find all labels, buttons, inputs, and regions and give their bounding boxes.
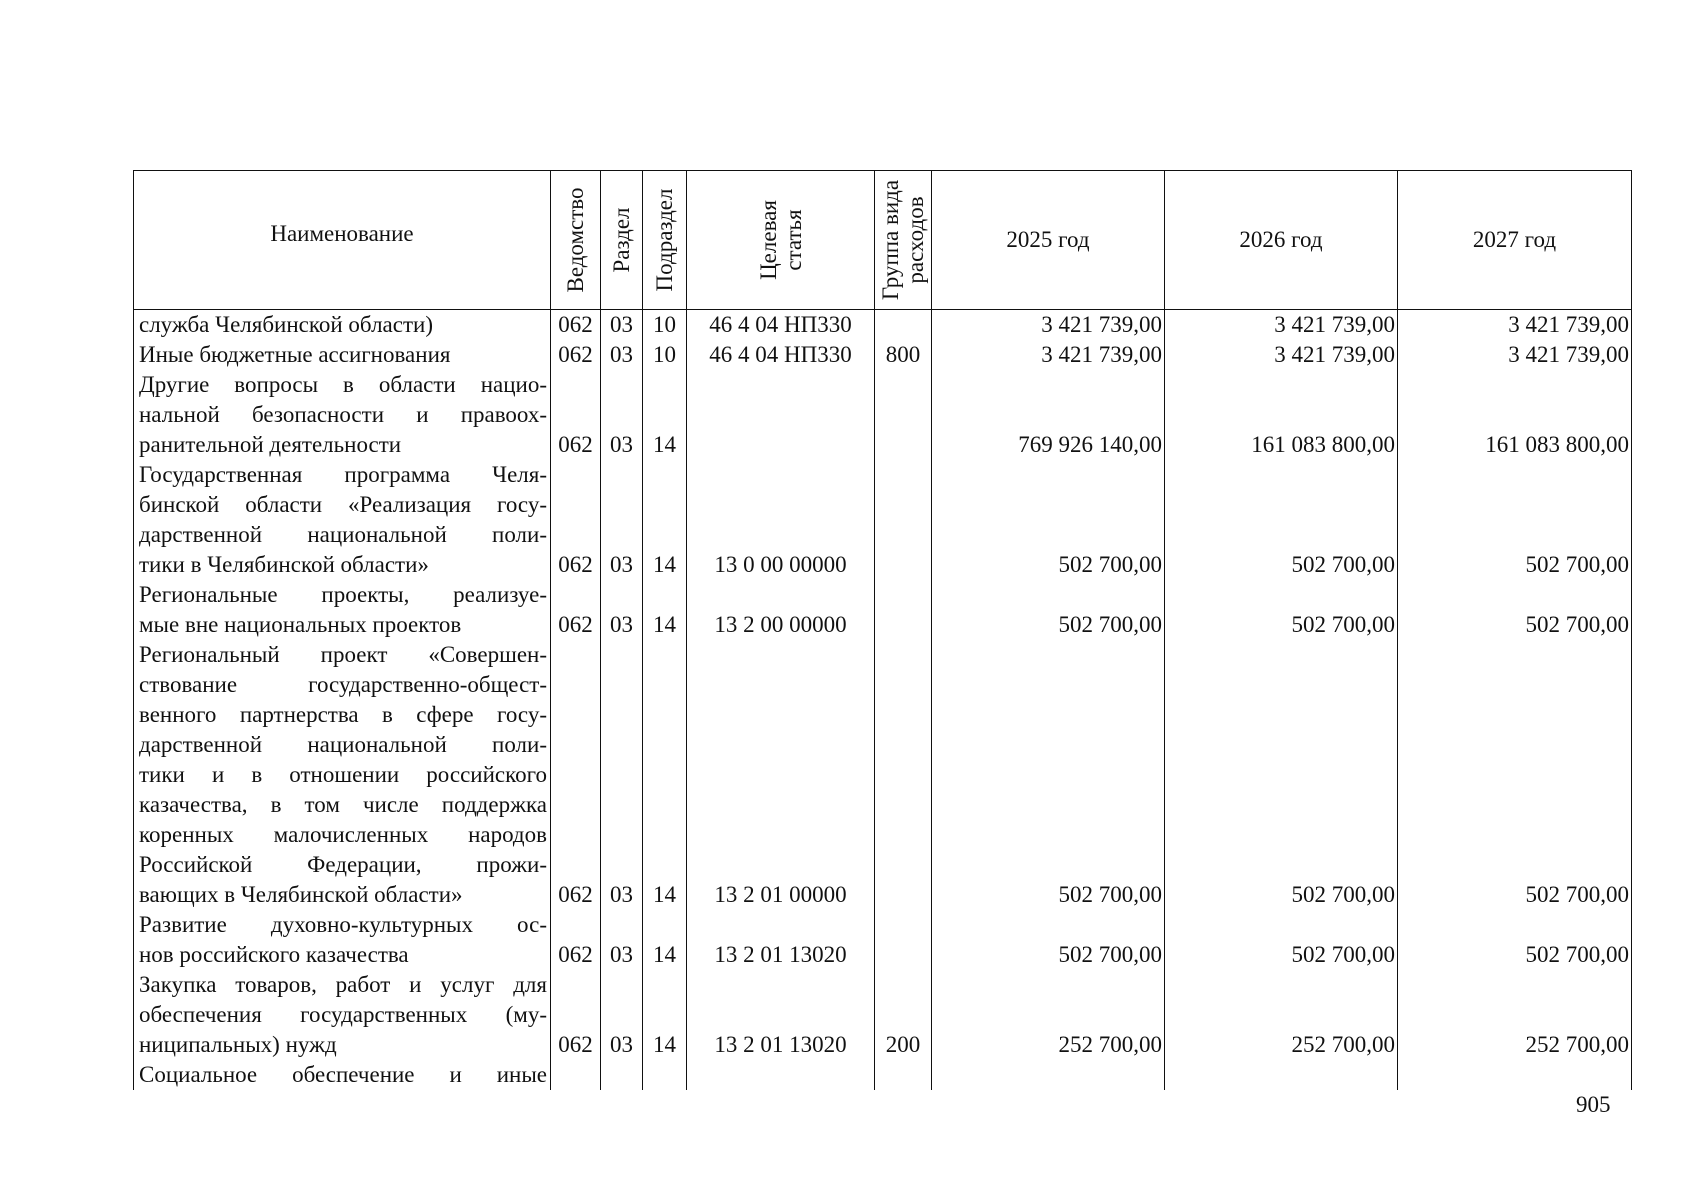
row-amount-2026: 502 700,00 (1165, 460, 1398, 580)
row-amount-2025: 502 700,00 (932, 910, 1165, 970)
header-expense-group (875, 171, 932, 310)
row-amount-2026 (1165, 1060, 1398, 1090)
row-name-line: ниципальных) нужд (139, 1032, 337, 1057)
row-amount-2025: 252 700,00 (932, 970, 1165, 1060)
row-amount-2027: 3 421 739,00 (1398, 310, 1632, 341)
row-name-line: дарственной национальной поли- (139, 732, 547, 757)
row-amount-2026: 502 700,00 (1165, 910, 1398, 970)
header-target-line1: Целевая (755, 200, 781, 280)
row-name-line: Другие вопросы в области нацио- (139, 372, 547, 397)
row-department: 062 (551, 460, 601, 580)
row-expense-group: 200 (875, 970, 932, 1060)
table-row (134, 970, 1632, 1060)
row-target-article (687, 1060, 875, 1090)
row-expense-group (875, 370, 932, 460)
row-subsection: 14 (643, 640, 687, 910)
row-name-line: служба Челябинской области) (139, 312, 433, 337)
row-section: 03 (601, 340, 643, 370)
row-amount-2025 (932, 1060, 1165, 1090)
header-name: Наименование (134, 171, 551, 310)
header-year-2025: 2025 год (932, 171, 1165, 310)
row-amount-2026: 161 083 800,00 (1165, 370, 1398, 460)
row-amount-2026: 3 421 739,00 (1165, 340, 1398, 370)
row-department (551, 1060, 601, 1090)
row-name-line: тики и в отношении российского (139, 762, 547, 787)
row-name (134, 970, 551, 1060)
header-target-article (687, 171, 875, 310)
row-expense-group (875, 580, 932, 640)
row-amount-2026: 502 700,00 (1165, 640, 1398, 910)
row-subsection: 10 (643, 310, 687, 341)
row-name-line: мые вне национальных проектов (139, 612, 462, 637)
row-name-line: Государственная программа Челя- (139, 462, 547, 487)
row-name-line: бинской области «Реализация госу- (139, 492, 547, 517)
row-department: 062 (551, 910, 601, 970)
row-amount-2025: 769 926 140,00 (932, 370, 1165, 460)
row-subsection: 14 (643, 370, 687, 460)
row-subsection: 14 (643, 460, 687, 580)
table-row (134, 460, 1632, 580)
row-section (601, 1060, 643, 1090)
row-amount-2027: 502 700,00 (1398, 640, 1632, 910)
row-name (134, 910, 551, 970)
row-subsection: 10 (643, 340, 687, 370)
table-row (134, 910, 1632, 970)
header-group-line2: расходов (903, 196, 928, 284)
row-name-line: казачества, в том числе поддержка (139, 792, 547, 817)
row-amount-2027: 502 700,00 (1398, 580, 1632, 640)
row-amount-2025: 502 700,00 (932, 460, 1165, 580)
row-department: 062 (551, 640, 601, 910)
row-amount-2027: 3 421 739,00 (1398, 340, 1632, 370)
row-name-line: нальной безопасности и правоох- (139, 402, 547, 427)
row-name-line: дарственной национальной поли- (139, 522, 547, 547)
row-target-article: 46 4 04 НП330 (687, 310, 875, 341)
row-name-line: Развитие духовно-культурных ос- (139, 912, 547, 937)
row-department: 062 (551, 970, 601, 1060)
row-name (134, 640, 551, 910)
row-amount-2027 (1398, 1060, 1632, 1090)
row-name (134, 580, 551, 640)
row-name-line: обеспечения государственных (му- (139, 1002, 547, 1027)
row-name (134, 370, 551, 460)
row-target-article (687, 370, 875, 460)
row-name-line: Региональные проекты, реализуе- (139, 582, 547, 607)
row-name-line: венного партнерства в сфере госу- (139, 702, 547, 727)
row-amount-2025: 502 700,00 (932, 580, 1165, 640)
row-amount-2027: 161 083 800,00 (1398, 370, 1632, 460)
row-department: 062 (551, 370, 601, 460)
table-row (134, 580, 1632, 640)
table-header (134, 171, 1632, 310)
row-expense-group (875, 640, 932, 910)
row-name-line: ствование государственно-общест- (139, 672, 547, 697)
header-target-line2: статья (780, 209, 806, 271)
table-row (134, 340, 1632, 370)
row-target-article: 13 2 00 00000 (687, 580, 875, 640)
row-amount-2027: 502 700,00 (1398, 910, 1632, 970)
row-section: 03 (601, 310, 643, 341)
row-amount-2026: 3 421 739,00 (1165, 310, 1398, 341)
table-row (134, 370, 1632, 460)
row-expense-group (875, 310, 932, 341)
row-name-line: Региональный проект «Совершен- (139, 642, 547, 667)
row-name (134, 460, 551, 580)
row-section: 03 (601, 460, 643, 580)
row-section: 03 (601, 370, 643, 460)
row-name-line: Российской Федерации, прожи- (139, 852, 547, 877)
row-amount-2027: 252 700,00 (1398, 970, 1632, 1060)
row-amount-2026: 502 700,00 (1165, 580, 1398, 640)
row-target-article: 13 2 01 13020 (687, 970, 875, 1060)
table-row (134, 310, 1632, 341)
row-amount-2025: 3 421 739,00 (932, 340, 1165, 370)
header-year-2026: 2026 год (1165, 171, 1398, 310)
row-subsection: 14 (643, 970, 687, 1060)
header-subsection: Подраздел (643, 171, 687, 310)
header-department: Ведомство (551, 171, 601, 310)
row-name (134, 340, 551, 370)
row-amount-2027: 502 700,00 (1398, 460, 1632, 580)
row-name-line: вающих в Челябинской области» (139, 882, 463, 907)
row-target-article: 13 0 00 00000 (687, 460, 875, 580)
row-subsection: 14 (643, 910, 687, 970)
row-expense-group (875, 1060, 932, 1090)
table-row (134, 1060, 1632, 1090)
row-name-line: Иные бюджетные ассигнования (139, 342, 451, 367)
row-name-line: коренных малочисленных народов (139, 822, 547, 847)
row-section: 03 (601, 580, 643, 640)
row-section: 03 (601, 640, 643, 910)
row-name-line: нов российского казачества (139, 942, 409, 967)
row-name-line: тики в Челябинской области» (139, 552, 429, 577)
row-name (134, 1060, 551, 1090)
row-amount-2025: 3 421 739,00 (932, 310, 1165, 341)
page-number: 905 (1576, 1092, 1611, 1117)
row-subsection (643, 1060, 687, 1090)
row-name-line: ранительной деятельности (139, 432, 402, 457)
row-name (134, 310, 551, 341)
row-amount-2026: 252 700,00 (1165, 970, 1398, 1060)
row-target-article: 13 2 01 00000 (687, 640, 875, 910)
header-section: Раздел (601, 171, 643, 310)
row-name-line: Социальное обеспечение и иные (139, 1062, 547, 1087)
header-year-2027: 2027 год (1398, 171, 1632, 310)
budget-table (133, 170, 1632, 1090)
row-department: 062 (551, 310, 601, 341)
header-group-line1: Группа вида (878, 179, 903, 301)
row-department: 062 (551, 580, 601, 640)
table-body (134, 310, 1632, 1091)
table-row (134, 640, 1632, 910)
row-target-article: 13 2 01 13020 (687, 910, 875, 970)
row-subsection: 14 (643, 580, 687, 640)
row-expense-group (875, 460, 932, 580)
row-section: 03 (601, 910, 643, 970)
row-target-article: 46 4 04 НП330 (687, 340, 875, 370)
row-amount-2025: 502 700,00 (932, 640, 1165, 910)
row-expense-group: 800 (875, 340, 932, 370)
row-department: 062 (551, 340, 601, 370)
row-section: 03 (601, 970, 643, 1060)
row-name-line: Закупка товаров, работ и услуг для (139, 972, 547, 997)
row-expense-group (875, 910, 932, 970)
